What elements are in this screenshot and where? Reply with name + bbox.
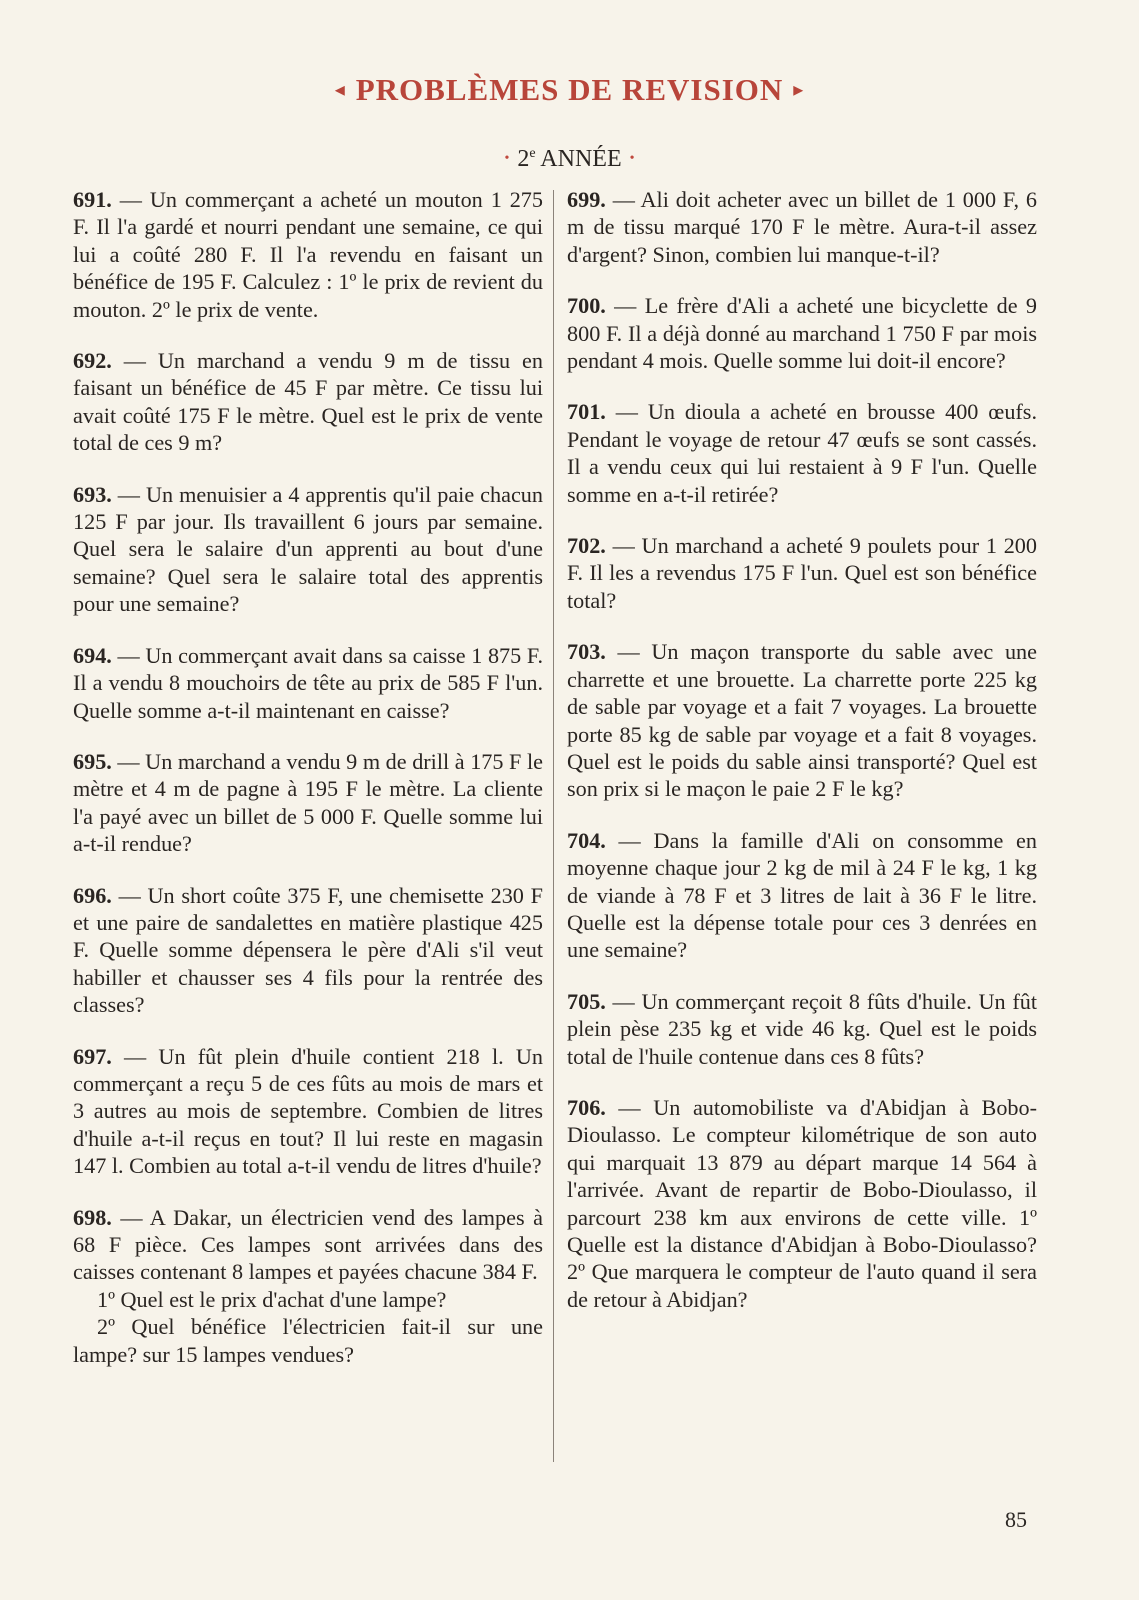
problem-692 bbox=[73, 347, 543, 457]
problem-694 bbox=[73, 642, 543, 724]
problem-text: — Un marchand a acheté 9 poulets pour 1 200 F. Il les a revendus 175 F l'un. Quel est son bénéfice total? bbox=[567, 533, 1037, 613]
column-divider bbox=[553, 190, 554, 1462]
problem-text: — Un short coûte 375 F, une chemisette 230 F et une paire de sandalettes en matière plastique 425 F. Quelle somme dépensera le père d'Ali s'il veut habiller et chausser ses 4 fils pour la rentrée des classes? bbox=[73, 882, 543, 1018]
problem-text: — Ali doit acheter avec un billet de 1 000 F, 6 m de tissu marqué 170 F le mètre. Aura-t-il assez d'argent? Sinon, combien lui manque-t-il? bbox=[567, 187, 1037, 267]
page-number: 85 bbox=[1005, 1507, 1027, 1532]
problem-text: — Un dioula a acheté en brousse 400 œufs. Pendant le voyage de retour 47 œufs se sont cassés. Il a vendu ceux qui lui restaient à 9 F l'un. Quelle somme en a-t-il retirée? bbox=[567, 399, 1037, 507]
problem-number: 692. bbox=[73, 348, 112, 374]
problem-699 bbox=[567, 186, 1037, 268]
dot-ornament-left: • bbox=[504, 151, 510, 166]
problem-693 bbox=[73, 481, 543, 618]
problem-number: 695. bbox=[73, 748, 112, 774]
problem-704 bbox=[567, 827, 1037, 964]
problem-text: — Un maçon transporte du sable avec une charrette et une brouette. La charrette porte 225 kg de sable par voyage et a fait 7 voyages. La brouette porte 85 kg de sable par voyage et a fait 8 voyages. Quel est le poids du sable ainsi transporté? Quel est son prix si le maçon le paie 2 F le kg? bbox=[567, 639, 1037, 802]
page-title bbox=[0, 72, 1139, 108]
problem-number: 691. bbox=[73, 187, 112, 212]
problem-691 bbox=[73, 186, 543, 323]
problem-705 bbox=[567, 988, 1037, 1070]
subtitle-year-number: 2 bbox=[517, 146, 530, 172]
page-subtitle bbox=[0, 146, 1139, 173]
problem-text: — Un fût plein d'huile contient 218 l. Un commerçant a reçu 5 de ces fûts au mois de mars et 3 autres au mois de septembre. Combien de litres d'huile a-t-il reçus en tout? Il lui reste en magasin 147 l. Combien au total a-t-il vendu de litres d'huile? bbox=[73, 1043, 543, 1179]
subtitle-text: ANNÉE bbox=[535, 146, 622, 172]
problem-text: — Un commerçant a acheté un mouton 1 275 F. Il l'a gardé et nourri pendant une semaine, ce qui lui a coûté 280 F. Il l'a revendu en faisant un bénéfice de 195 F. Calculez : 1º le prix de revient du mouton. 2º le prix de vente. bbox=[73, 187, 543, 322]
problem-text: — Le frère d'Ali a acheté une bicyclette de 9 800 F. Il a déjà donné au marchand 1 750 F par mois pendant 4 mois. Quelle somme lui doit-il encore? bbox=[567, 293, 1037, 374]
left-arrow-ornament: ◂ bbox=[334, 79, 346, 101]
dot-ornament-right: • bbox=[629, 151, 635, 166]
problem-text: — Un commerçant reçoit 8 fûts d'huile. Un fût plein pèse 235 kg et vide 46 kg. Quel est le poids total de l'huile contenue dans ces 8 fûts? bbox=[567, 988, 1037, 1069]
problem-text: — A Dakar, un électricien vend des lampes à 68 F pièce. Ces lampes sont arrivées dans des caisses contenant 8 lampes et payées chacune 384 F. bbox=[73, 1204, 543, 1285]
problem-706 bbox=[567, 1094, 1037, 1313]
problem-text: — Un commerçant avait dans sa caisse 1 875 F. Il a vendu 8 mouchoirs de tête au prix de 585 F l'un. Quelle somme a-t-il maintenant en caisse? bbox=[73, 642, 543, 723]
problem-number: 700. bbox=[567, 293, 606, 319]
problem-number: 698. bbox=[73, 1204, 112, 1230]
problem-number: 693. bbox=[73, 481, 112, 507]
sub-question-1: 1º Quel est le prix d'achat d'une lampe? bbox=[97, 1286, 447, 1312]
problem-number: 705. bbox=[567, 988, 606, 1014]
problem-702 bbox=[567, 532, 1037, 614]
problem-text: — Un automobiliste va d'Abidjan à Bobo-Dioulasso. Le compteur kilométrique de son auto qui marquait 13 879 au départ marque 14 564 à l'arrivée. Avant de repartir de Bobo-Dioulasso, il parcourt 238 km aux environs de cette ville. 1º Quelle est la distance d'Abidjan à Bobo-Dioulasso? 2º Que marquera le compteur de l'auto quand il sera de retour à Abidjan? bbox=[567, 1094, 1037, 1312]
problem-number: 699. bbox=[567, 187, 606, 212]
problem-number: 701. bbox=[567, 399, 606, 425]
problem-text: — Un marchand a vendu 9 m de drill à 175 F le mètre et 4 m de pagne à 195 F le mètre. La cliente l'a payé avec un billet de 5 000 F. Quelle somme lui a-t-il rendue? bbox=[73, 748, 543, 857]
title-text: PROBLÈMES DE REVISION bbox=[355, 72, 784, 107]
problem-number: 696. bbox=[73, 882, 112, 908]
problem-number: 697. bbox=[73, 1043, 112, 1069]
problem-number: 704. bbox=[567, 827, 606, 853]
left-column bbox=[73, 186, 543, 1392]
subtitle-ordinal: e bbox=[529, 146, 536, 161]
problem-703 bbox=[567, 638, 1037, 802]
problem-701 bbox=[567, 398, 1037, 508]
problem-number: 703. bbox=[567, 639, 606, 665]
problem-698 bbox=[73, 1204, 543, 1368]
right-column bbox=[567, 186, 1037, 1337]
sub-question-2: 2º Quel bénéfice l'électricien fait-il sur une lampe? sur 15 lampes vendues? bbox=[73, 1314, 543, 1367]
problem-text: — Un marchand a vendu 9 m de tissu en faisant un bénéfice de 45 F par mètre. Ce tissu lui avait coûté 175 F le mètre. Quel est le prix de vente total de ces 9 m? bbox=[73, 348, 543, 456]
right-arrow-ornament: ▸ bbox=[793, 79, 805, 101]
problem-number: 706. bbox=[567, 1094, 606, 1120]
problem-text: — Dans la famille d'Ali on consomme en moyenne chaque jour 2 kg de mil à 24 F le kg, 1 kg de viande à 78 F et 3 litres de lait à 36 F le litre. Quelle est la dépense totale pour ces 3 denrées en une semaine? bbox=[567, 827, 1037, 963]
problem-697 bbox=[73, 1043, 543, 1180]
problem-number: 694. bbox=[73, 642, 112, 668]
problem-695 bbox=[73, 748, 543, 858]
problem-text: — Un menuisier a 4 apprentis qu'il paie chacun 125 F par jour. Ils travaillent 6 jours par semaine. Quel sera le salaire d'un apprenti au bout d'une semaine? Quel sera le salaire total des apprentis pour une semaine? bbox=[73, 481, 543, 617]
problem-700 bbox=[567, 292, 1037, 374]
problem-696 bbox=[73, 882, 543, 1019]
problem-number: 702. bbox=[567, 533, 606, 559]
